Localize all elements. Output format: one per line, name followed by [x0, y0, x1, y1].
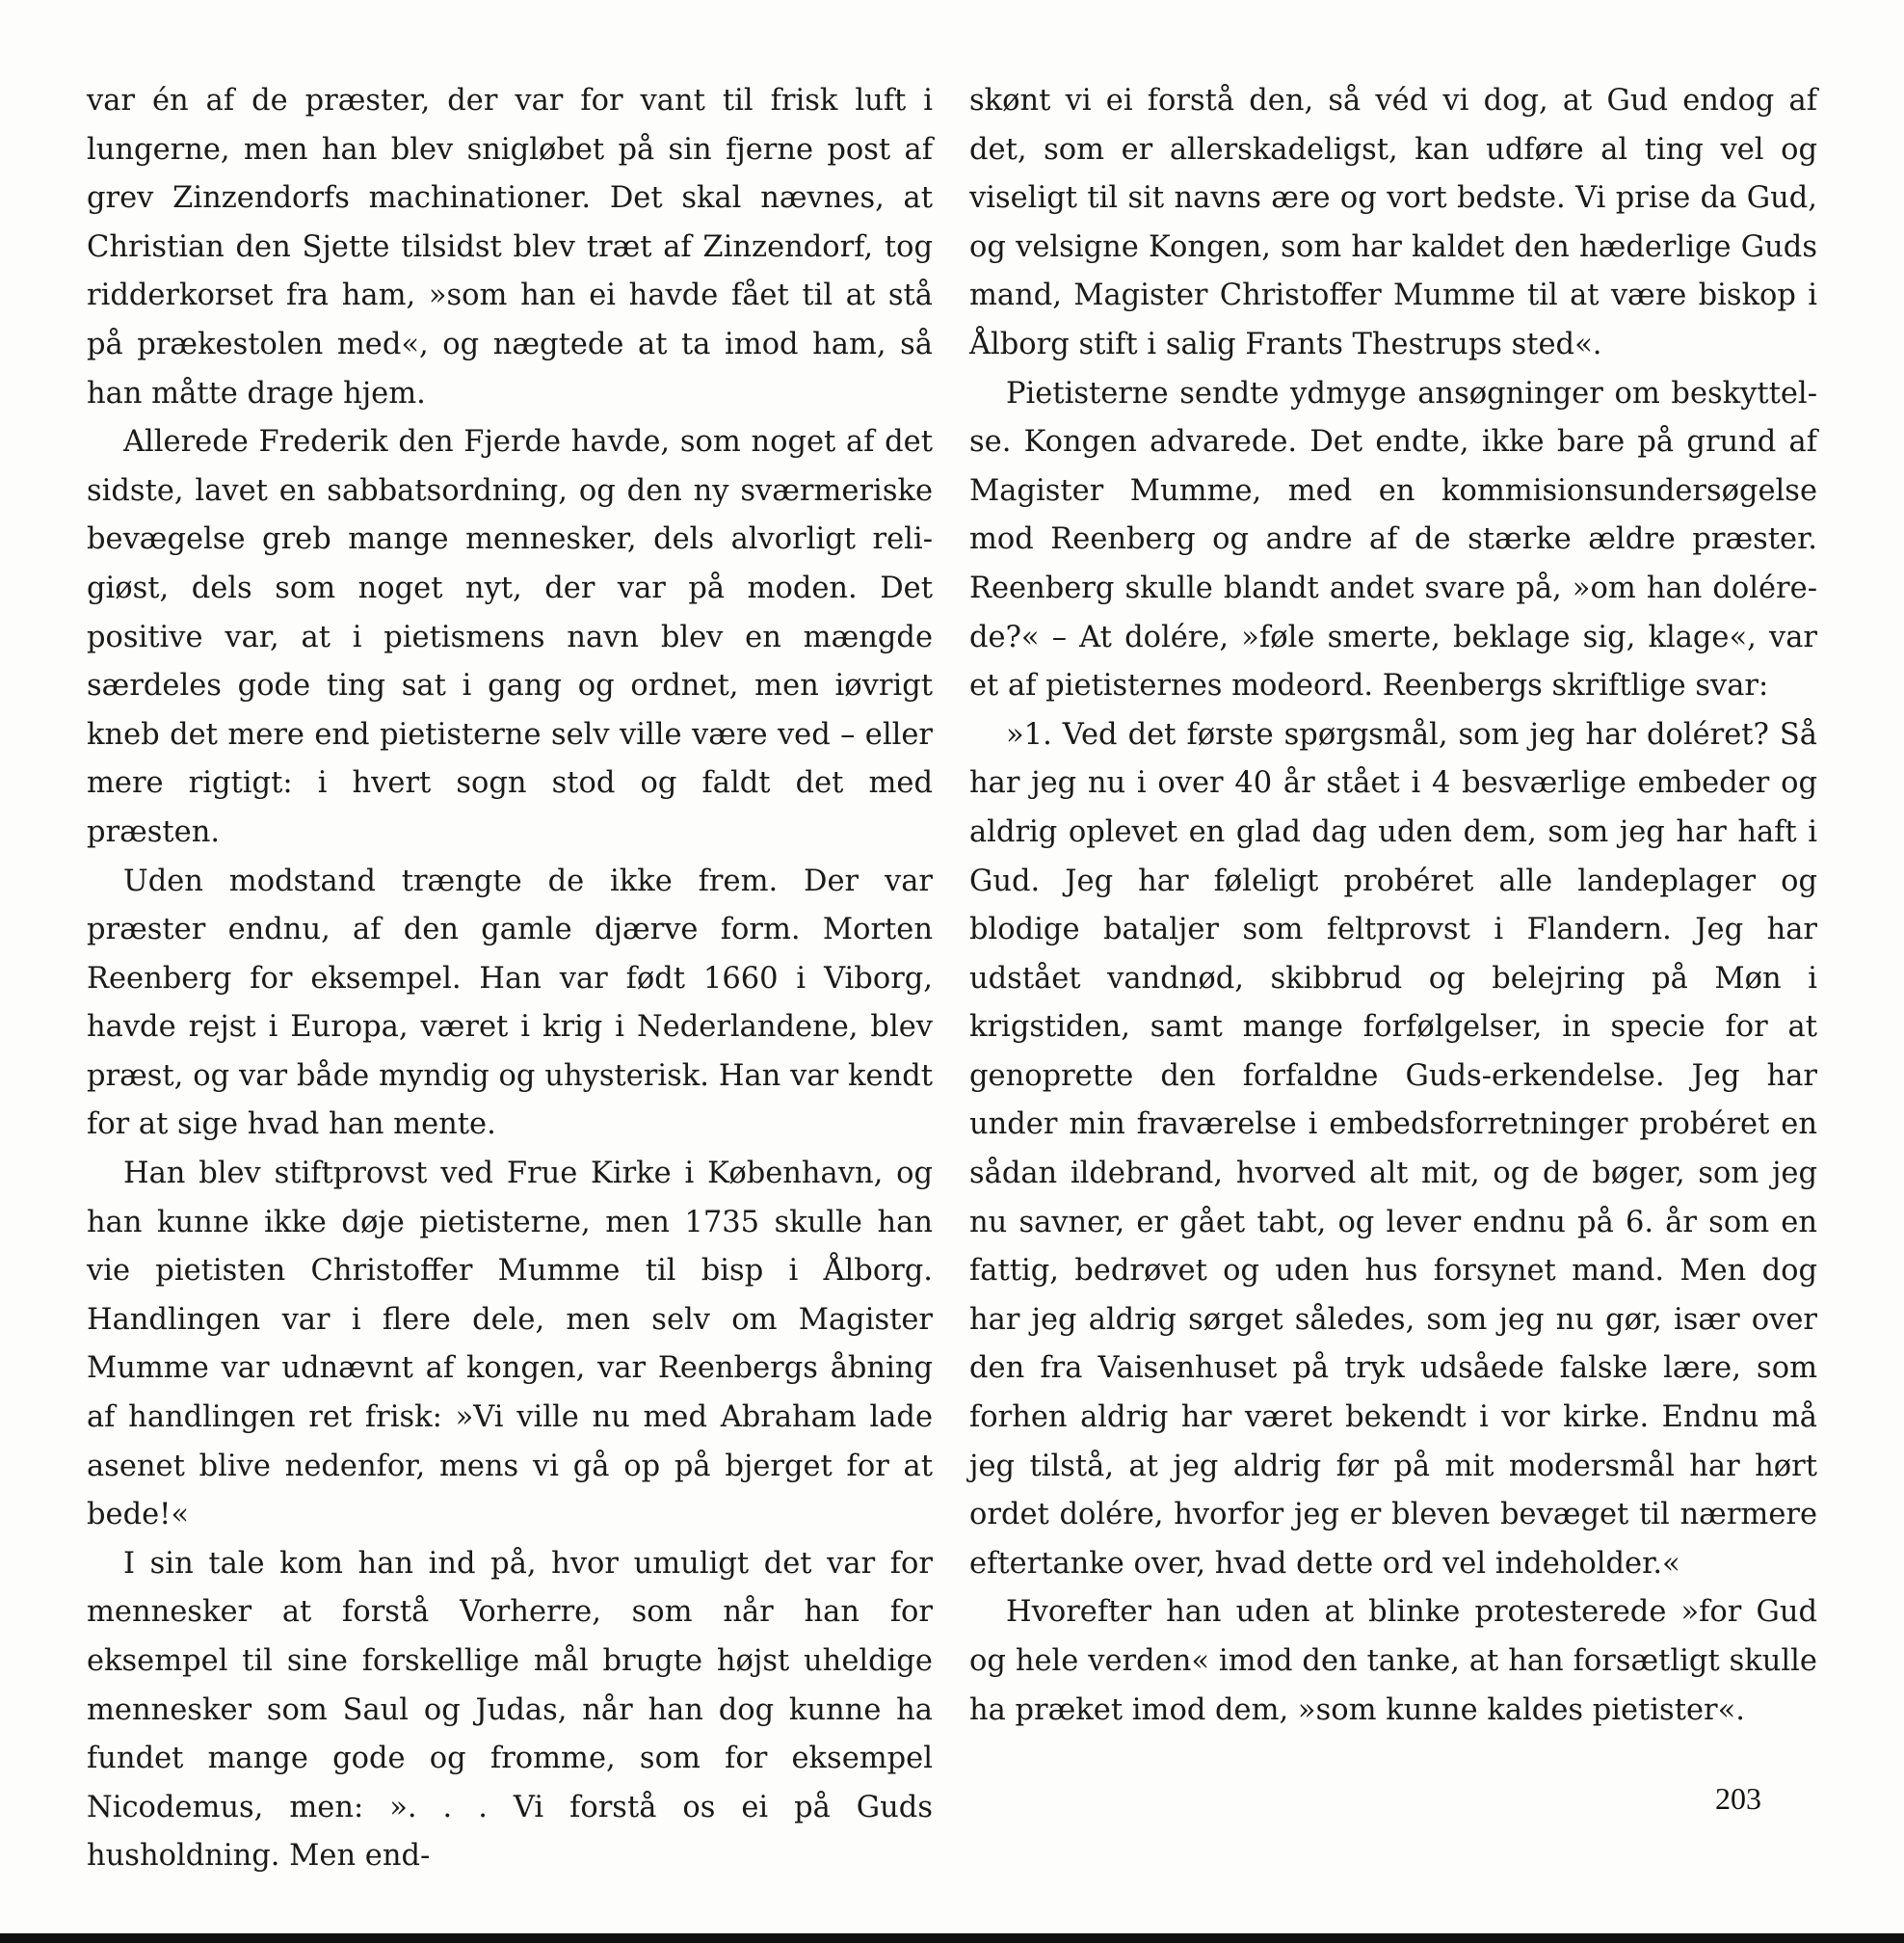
left-column	[87, 77, 933, 1881]
scan-edge-bar	[0, 1933, 1904, 1943]
paragraph: »1. Ved det første spørgsmål, som jeg har doléret? Så har jeg nu i over 40 år stået i 4 besværlige embeder og aldrig oplevet en glad dag uden dem, som jeg har haft i Gud. Jeg har føleligt probéret alle landeplager og blodige bataljer som feltprovst i Flandern. Jeg har udstået vandnød, skibbrud og belejring på Møn i krigstiden, samt mange forfølgelser, in specie for at genoprette den forfaldne Guds-erkendelse. Jeg har under min fraværelse i embedsforretninger probéret en sådan ildebrand, hvorved alt mit, og de bøger, som jeg nu savner, er gået tabt, og lever endnu på 6. år som en fattig, bedrøvet og uden hus forsynet mand. Men dog har jeg aldrig sørget således, som jeg nu gør, især over den fra Vaisenhuset på tryk udsåede falske lære, som forhen aldrig har været bekendt i vor kirke. Endnu må jeg tilstå, at jeg aldrig før på mit modersmål har hørt ordet dolére, hvorfor jeg er bleven bevæget til nærmere eftertanke over, hvad dette ord vel indeholder.«	[969, 717, 1817, 1581]
paragraph: Pietisterne sendte ydmyge ansøgninger om beskyttelse. Kongen advarede. Det endte, ikke bare på grund af Magister Mumme, med en kommisionsundersøgelse mod Reenberg og andre af de stærke ældre præster. Reenberg skulle blandt andet svare på, »om han dolérede?« – At dolére, »føle smerte, beklage sig, klage«, var et af pietisternes modeord. Reenbergs skriftlige svar:	[969, 376, 1817, 704]
paragraph: skønt vi ei forstå den, så véd vi dog, at Gud endog af det, som er allerskadeligst, kan udføre al ting vel og viseligt til sit navns ære og vort bedste. Vi prise da Gud, og velsigne Kongen, som har kaldet den hæderlige Guds mand, Magister Christoffer Mumme til at være biskop i Ålborg stift i salig Frants Thestrups sted«.	[969, 84, 1817, 361]
page-number: 203	[1715, 1781, 1761, 1816]
paragraph: var én af de præster, der var for vant til frisk luft i lungerne, men han blev snigløbet på sin fjerne post af grev Zinzendorfs machinationer. Det skal nævnes, at Christian den Sjette tilsidst blev træt af Zinzendorf, tog ridderkorset fra ham, »som han ei havde fået til at stå på prækestolen med«, og nægtede at ta imod ham, så han måtte drage hjem.	[87, 84, 933, 411]
paragraph: Han blev stiftprovst ved Frue Kirke i København, og han kunne ikke døje pietisterne, men 1735 skulle han vie pietisten Christoffer Mumme til bisp i Ålborg. Handlingen var i flere dele, men selv om Magister Mumme var udnævnt af kongen, var Reenbergs åbning af handlingen ret frisk: »Vi ville nu med Abraham lade asenet blive nedenfor, mens vi gå op på bjerget for at bede!«	[87, 1157, 933, 1532]
paragraph: Uden modstand trængte de ikke frem. Der var præster endnu, af den gamle djærve form. Morten Reenberg for eksempel. Han var født 1660 i Viborg, havde rejst i Europa, været i krig i Nederlandene, blev præst, og var både myndig og uhysterisk. Han var kendt for at sige hvad han mente.	[87, 864, 933, 1142]
paragraph: Hvorefter han uden at blinke protesterede »for Gud og hele verden« imod den tanke, at han forsætligt skulle ha præket imod dem, »som kunne kaldes pietister«.	[969, 1595, 1817, 1727]
paragraph: Allerede Frederik den Fjerde havde, som noget af det sidste, lavet en sabbatsordning, og den ny sværmeriske bevægelse greb mange mennesker, dels alvorligt religiøst, dels som noget nyt, der var på moden. Det positive var, at i pietismens navn blev en mængde særdeles gode ting sat i gang og ordnet, men iøvrigt kneb det mere end pietisterne selv ville være ved – eller mere rigtigt: i hvert sogn stod og faldt det med præsten.	[87, 425, 933, 849]
right-column	[969, 77, 1817, 1735]
paragraph: I sin tale kom han ind på, hvor umuligt det var for mennesker at forstå Vorherre, som når han for eksempel til sine forskellige mål brugte højst uheldige mennesker som Saul og Judas, når han dog kunne ha fundet mange gode og fromme, som for eksempel Nicodemus, men: ». . . Vi forstå os ei på Guds husholdning. Men end-	[87, 1546, 933, 1874]
